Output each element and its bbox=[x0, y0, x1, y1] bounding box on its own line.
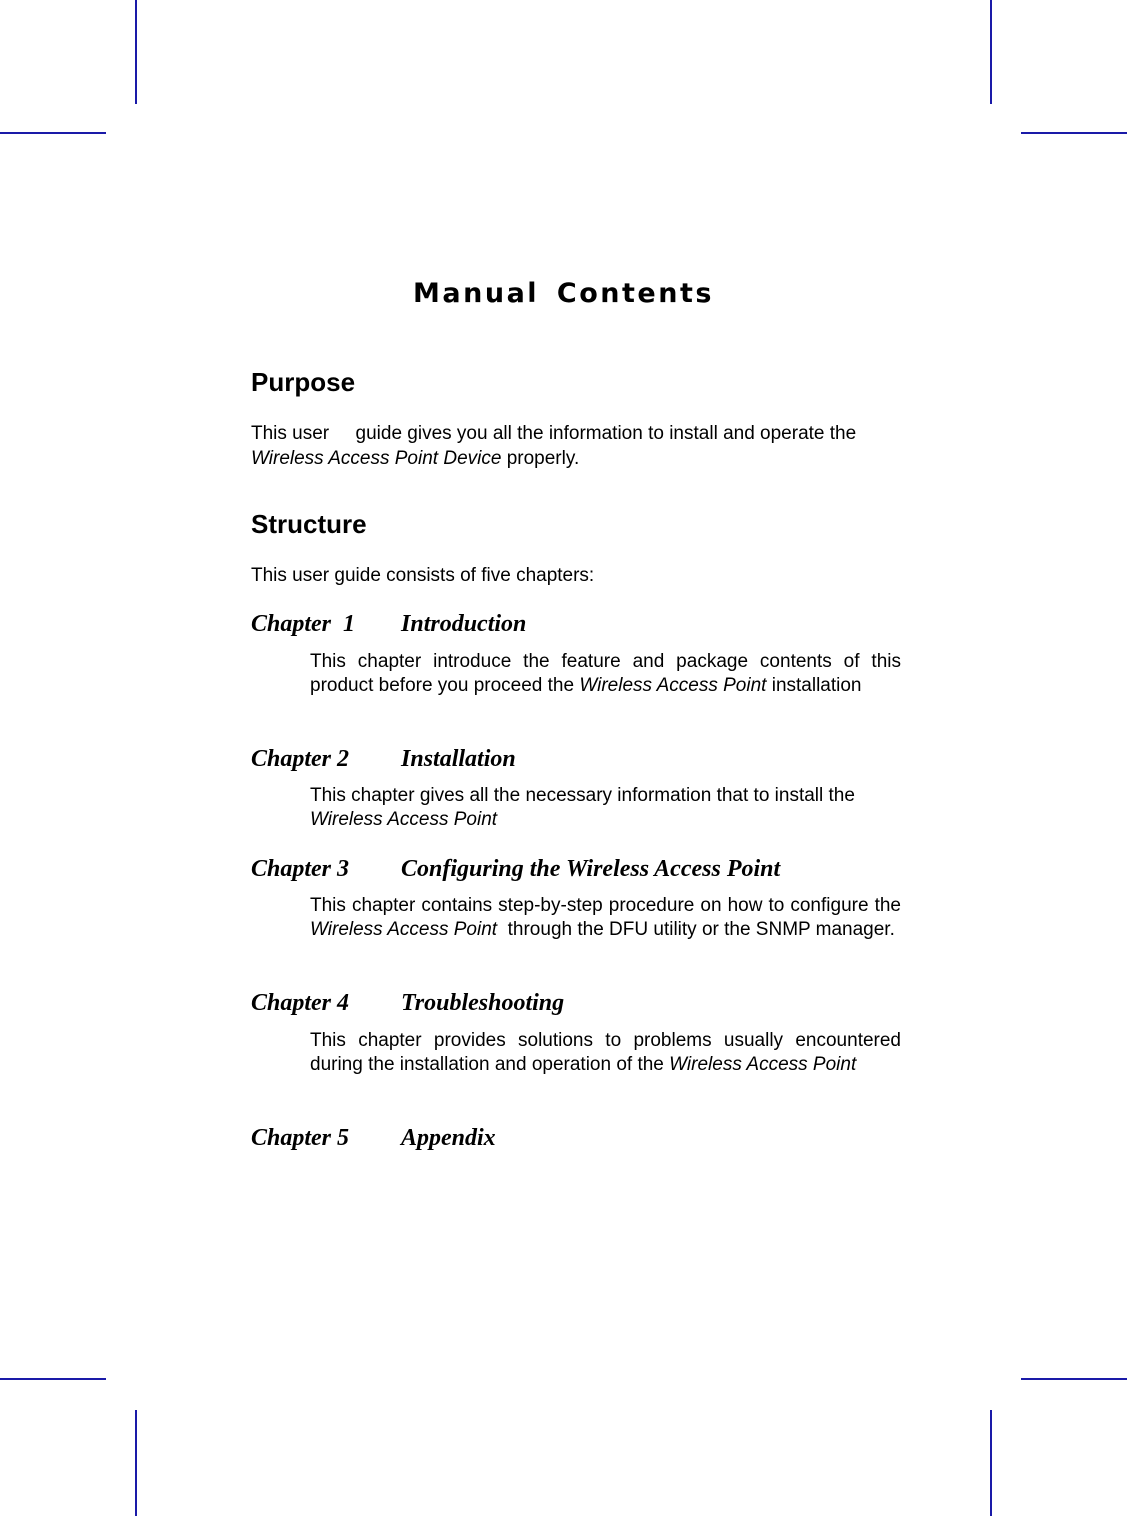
crop-mark-bottom-left-vertical bbox=[135, 1410, 137, 1516]
crop-mark-top-left-vertical bbox=[135, 0, 137, 104]
structure-heading: Structure bbox=[251, 509, 367, 539]
chapter-4-heading bbox=[251, 990, 564, 1017]
crop-mark-top-right-vertical bbox=[990, 0, 992, 104]
chapter-1-description bbox=[310, 650, 901, 697]
chapter-1-label: Chapter 1 bbox=[251, 611, 356, 637]
chapter-2-desc-a: This chapter gives all the necessary information that to install the bbox=[310, 785, 855, 806]
chapter-3-description bbox=[310, 894, 901, 941]
chapter-1-desc-em: Wireless Access Point bbox=[579, 674, 767, 696]
chapter-2-title: Installation bbox=[401, 746, 516, 772]
crop-mark-top-right-horizontal bbox=[1021, 132, 1127, 134]
structure-intro: This user guide consists of five chapters: bbox=[251, 565, 595, 586]
chapter-1-heading bbox=[251, 611, 526, 638]
crop-mark-bottom-right-horizontal bbox=[1021, 1378, 1127, 1380]
chapter-2-label: Chapter 2 bbox=[251, 746, 350, 772]
chapter-4-label: Chapter 4 bbox=[251, 990, 350, 1016]
chapter-3-title: Configuring the Wireless Access Point bbox=[401, 856, 781, 882]
chapter-4-desc-a: This chapter provides solutions to problems usually encountered during the installation and operation of the bbox=[310, 1030, 901, 1075]
page-title: Manual Contents bbox=[413, 278, 714, 309]
chapter-4-title: Troubleshooting bbox=[401, 990, 565, 1016]
crop-mark-bottom-left-horizontal bbox=[0, 1378, 106, 1380]
chapter-2-description bbox=[310, 784, 901, 831]
chapter-3-label: Chapter 3 bbox=[251, 856, 350, 882]
chapter-4-description bbox=[310, 1029, 901, 1076]
chapter-3-desc-em: Wireless Access Point bbox=[310, 918, 498, 940]
chapter-3-desc-b: through the DFU utility or the SNMP manager. bbox=[497, 918, 895, 940]
chapter-1-desc-a: This chapter introduce the feature and package contents of this product before you proceed the bbox=[310, 651, 901, 696]
purpose-text-em: Wireless Access Point Device bbox=[251, 448, 502, 469]
purpose-text-a: This user guide gives you all the information to install and operate the bbox=[251, 423, 857, 444]
crop-mark-bottom-right-vertical bbox=[990, 1410, 992, 1516]
crop-mark-top-left-horizontal bbox=[0, 132, 106, 134]
chapter-1-desc-b: installation bbox=[766, 674, 862, 696]
chapter-3-heading bbox=[251, 856, 780, 883]
purpose-text bbox=[251, 421, 901, 471]
chapter-5-heading bbox=[251, 1125, 496, 1152]
chapter-3-desc-a: This chapter contains step-by-step procedure on how to configure the bbox=[310, 895, 901, 916]
chapter-5-label: Chapter 5 bbox=[251, 1125, 350, 1151]
chapter-4-desc-em: Wireless Access Point bbox=[669, 1053, 857, 1075]
chapter-5-title: Appendix bbox=[401, 1125, 496, 1151]
chapter-2-desc-em: Wireless Access Point bbox=[310, 808, 498, 830]
chapter-2-heading bbox=[251, 746, 516, 773]
purpose-heading: Purpose bbox=[251, 367, 356, 397]
purpose-text-b: properly. bbox=[501, 448, 580, 469]
chapter-1-title: Introduction bbox=[401, 611, 527, 637]
